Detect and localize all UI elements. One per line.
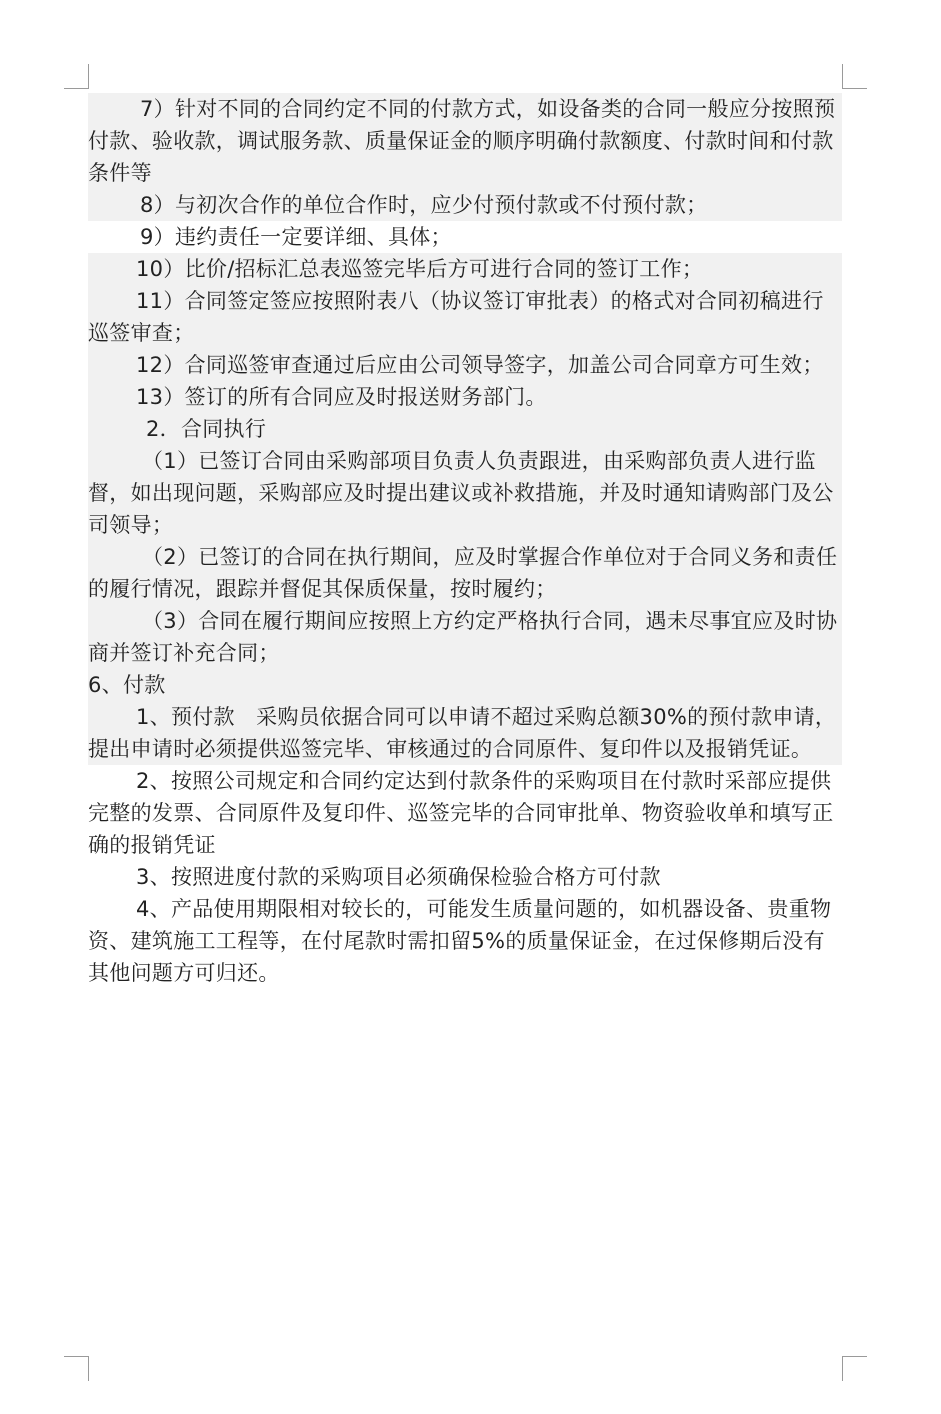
section-heading-payment: 6、付款: [88, 669, 842, 701]
execution-item-3: （3）合同在履行期间应按照上方约定严格执行合同，遇未尽事宜应及时协商并签订补充合同；: [88, 605, 842, 669]
payment-item-4: 4、产品使用期限相对较长的，可能发生质量问题的，如机器设备、贵重物资、建筑施工工程等，在付尾款时需扣留5%的质量保证金，在过保修期后没有其他问题方可归还。: [88, 897, 832, 985]
section-heading-contract-execution: 2．合同执行: [88, 413, 842, 445]
paragraph-item-9: 9）违约责任一定要详细、具体；: [140, 225, 452, 249]
execution-item-1: （1）已签订合同由采购部项目负责人负责跟进，由采购部负责人进行监督，如出现问题，采购部应及时提出建议或补救措施，并及时通知请购部门及公司领导；: [88, 445, 842, 541]
paragraph-item-7: 7）针对不同的合同约定不同的付款方式，如设备类的合同一般应分按照预付款、验收款，调试服务款、质量保证金的顺序明确付款额度、付款时间和付款条件等: [88, 93, 842, 189]
paragraph-item-10: 10）比价/招标汇总表巡签完毕后方可进行合同的签订工作；: [88, 253, 842, 285]
corner-mark-bottom-right: [842, 1356, 867, 1381]
execution-item-2: （2）已签订的合同在执行期间，应及时掌握合作单位对于合同义务和责任的履行情况，跟踪并督促其保质保量，按时履约；: [88, 541, 842, 605]
payment-item-3: 3、按照进度付款的采购项目必须确保检验合格方可付款: [136, 865, 661, 889]
corner-mark-top-right: [842, 64, 867, 89]
payment-item-2: 2、按照公司规定和合同约定达到付款条件的采购项目在付款时采部应提供完整的发票、合同原件及复印件、巡签完毕的合同审批单、物资验收单和填写正确的报销凭证: [88, 769, 834, 857]
corner-mark-top-left: [64, 64, 89, 89]
corner-mark-bottom-left: [64, 1356, 89, 1381]
paragraph-item-12: 12）合同巡签审查通过后应由公司领导签字，加盖公司合同章方可生效；: [88, 349, 842, 381]
payment-item-1: 1、预付款 采购员依据合同可以申请不超过采购总额30%的预付款申请，提出申请时必须提供巡签完毕、审核通过的合同原件、复印件以及报销凭证。: [88, 701, 842, 765]
paragraph-item-8: 8）与初次合作的单位合作时，应少付预付款或不付预付款；: [88, 189, 842, 221]
paragraph-item-13: 13）签订的所有合同应及时报送财务部门。: [88, 381, 842, 413]
paragraph-item-11: 11）合同签定签应按照附表八（协议签订审批表）的格式对合同初稿进行巡签审查；: [88, 285, 842, 349]
document-body: [88, 93, 842, 989]
